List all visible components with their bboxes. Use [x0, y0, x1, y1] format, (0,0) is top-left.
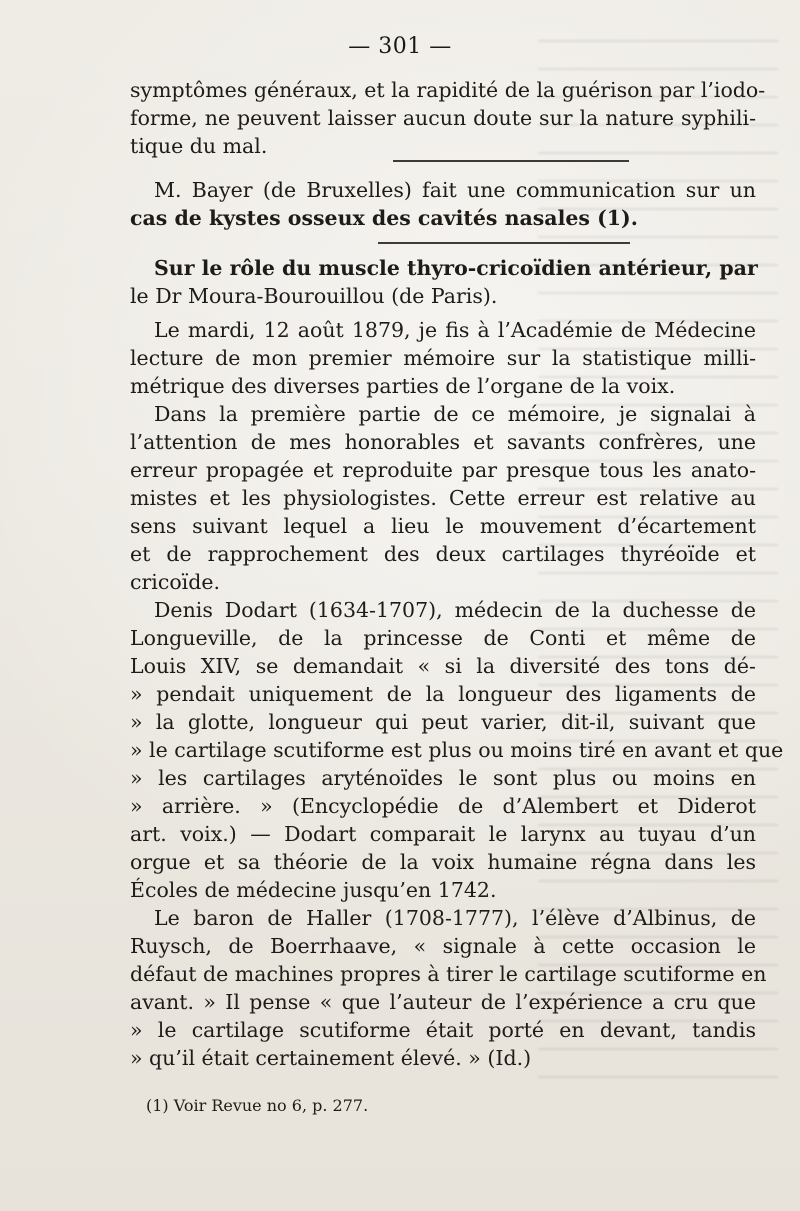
text-line: Dans la première partie de ce mémoire, je signalai à [154, 402, 756, 426]
text-line: Longueville, de la princesse de Conti et même de [130, 626, 756, 650]
text-line: le Dr Moura-Bourouillou (de Paris). [130, 284, 498, 308]
text-line: Louis XIV, se demandait « si la diversité des tons dé- [130, 654, 756, 678]
text-line: cricoïde. [130, 570, 220, 594]
text-line: art. voix.) — Dodart comparait le larynx au tuyau d’un [130, 822, 756, 846]
text-line: cas de kystes osseux des cavités nasales (1). [130, 206, 638, 230]
text-line: orgue et sa théorie de la voix humaine régna dans les [130, 850, 756, 874]
text-line: avant. » Il pense « que l’auteur de l’expérience a cru que [130, 990, 756, 1014]
text-line: sens suivant lequel a lieu le mouvement d’écartement [130, 514, 756, 538]
text-line: défaut de machines propres à tirer le cartilage scutiforme en [130, 962, 767, 986]
footnote: (1) Voir Revue no 6, p. 277. [146, 1096, 369, 1115]
text-line: » qu’il était certainement élevé. » (Id.) [130, 1046, 532, 1070]
page-number: — 301 — [348, 34, 452, 59]
text-line: mistes et les physiologistes. Cette erreur est relative au [130, 486, 756, 510]
text-line: lecture de mon premier mémoire sur la statistique milli- [130, 346, 756, 370]
text-line: forme, ne peuvent laisser aucun doute sur la nature syphili- [130, 106, 756, 130]
text-line: Sur le rôle du muscle thyro-cricoïdien antérieur, par [154, 256, 758, 280]
text-line: erreur propagée et reproduite par presque tous les anato- [130, 458, 756, 482]
text-line: Écoles de médecine jusqu’en 1742. [130, 878, 497, 902]
text-line: métrique des diverses parties de l’organe de la voix. [130, 374, 676, 398]
text-line: » les cartilages aryténoïdes le sont plus ou moins en [130, 766, 756, 790]
text-line: Denis Dodart (1634-1707), médecin de la duchesse de [154, 598, 756, 622]
text-line: » la glotte, longueur qui peut varier, dit-il, suivant que [130, 710, 756, 734]
text-line: » arrière. » (Encyclopédie de d’Alembert et Diderot [130, 794, 756, 818]
section-divider [378, 242, 630, 244]
text-line: » pendait uniquement de la longueur des ligaments de [130, 682, 756, 706]
section-divider [393, 160, 629, 162]
text-line: tique du mal. [130, 134, 268, 158]
text-line: et de rapprochement des deux cartilages thyréoïde et [130, 542, 756, 566]
text-line: » le cartilage scutiforme est plus ou moins tiré en avant et que [130, 738, 784, 762]
text-line: Le mardi, 12 août 1879, je fis à l’Académie de Médecine [154, 318, 756, 342]
text-line: » le cartilage scutiforme était porté en devant, tandis [130, 1018, 756, 1042]
text-line: M. Bayer (de Bruxelles) fait une communication sur un [154, 178, 756, 202]
text-line: Ruysch, de Boerrhaave, « signale à cette occasion le [130, 934, 756, 958]
text-line: l’attention de mes honorables et savants confrères, une [130, 430, 756, 454]
text-line: symptômes généraux, et la rapidité de la guérison par l’iodo- [130, 78, 766, 102]
text-line: Le baron de Haller (1708-1777), l’élève d’Albinus, de [154, 906, 756, 930]
